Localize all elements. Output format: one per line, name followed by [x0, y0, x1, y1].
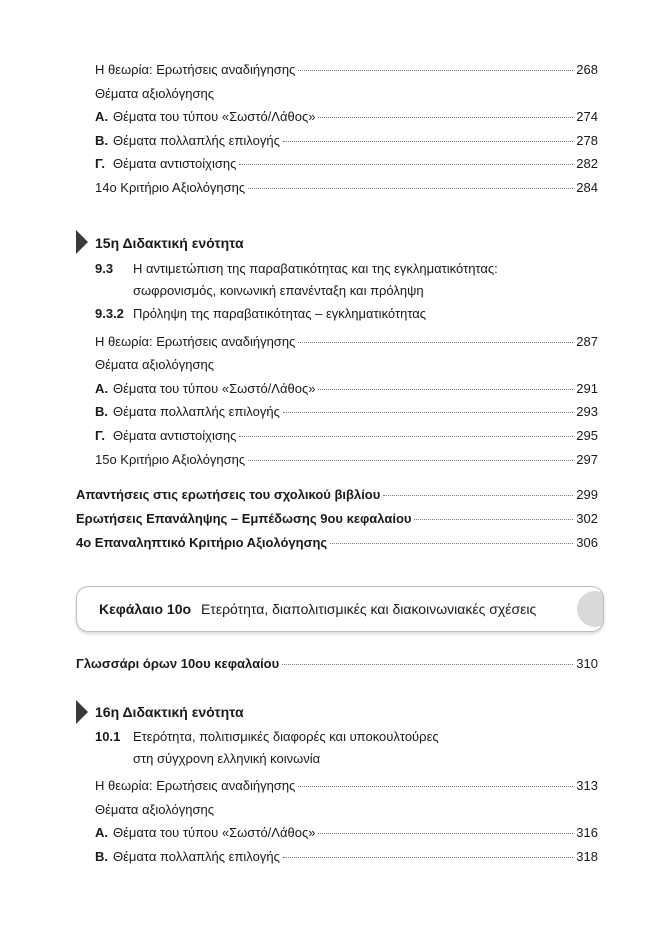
dot-leader: [318, 833, 573, 834]
toc-entry-page: 316: [576, 825, 598, 840]
section-title: [133, 726, 439, 770]
section-title-line: Ετερότητα, πολιτισμικές διαφορές και υποκουλτούρες: [133, 729, 439, 744]
toc-entry-label: 15ο Κριτήριο Αξιολόγησης: [95, 452, 246, 467]
toc-entry[interactable]: [95, 334, 598, 350]
toc-entry-page: 297: [576, 452, 598, 467]
toc-entry[interactable]: [95, 825, 598, 841]
toc-entry[interactable]: [95, 452, 598, 468]
dot-leader: [318, 389, 573, 390]
toc-entry-label: Απαντήσεις στις ερωτήσεις του σχολικού βιβλίου: [76, 487, 381, 502]
section-number: 9.3: [95, 261, 114, 276]
dot-leader: [298, 342, 573, 343]
toc-entry[interactable]: [76, 487, 598, 503]
toc-entry-label: Θέματα αντιστοίχισης: [113, 156, 237, 171]
toc-subheading: [95, 86, 598, 102]
toc-entry-label: Ερωτήσεις Επανάληψης – Εμπέδωσης 9ου κεφαλαίου: [76, 511, 412, 526]
toc-entry-page: 302: [576, 511, 598, 526]
toc-entry-prefix: Α.: [95, 381, 108, 396]
toc-entry-page: 284: [576, 180, 598, 195]
toc-entry-page: 313: [576, 778, 598, 793]
toc-entry[interactable]: [95, 404, 598, 420]
toc-entry-label: Η θεωρία: Ερωτήσεις αναδιήγησης: [95, 778, 296, 793]
chapter-banner[interactable]: [76, 586, 604, 632]
toc-entry[interactable]: [76, 535, 598, 551]
section-number: 10.1: [95, 729, 121, 744]
toc-entry-label: Η θεωρία: Ερωτήσεις αναδιήγησης: [95, 334, 296, 349]
toc-entry-page: 287: [576, 334, 598, 349]
toc-entry-label: Η θεωρία: Ερωτήσεις αναδιήγησης: [95, 62, 296, 77]
chapter-banner-text: [77, 601, 536, 617]
toc-entry-page: 295: [576, 428, 598, 443]
dot-leader: [239, 436, 573, 437]
toc-entry-page: 310: [576, 656, 598, 671]
toc-entry[interactable]: [95, 156, 598, 172]
toc-entry-label: Θέματα αντιστοίχισης: [113, 428, 237, 443]
toc-entry[interactable]: [95, 62, 598, 78]
toc-entry-label: Θέματα αξιολόγησης: [95, 802, 214, 817]
toc-entry-prefix: Γ.: [95, 428, 105, 443]
toc-subheading: [95, 357, 598, 373]
section-title: [133, 258, 498, 302]
dot-leader: [330, 543, 573, 544]
toc-entry-prefix: Β.: [95, 404, 108, 419]
toc-entry-page: 291: [576, 381, 598, 396]
section-title-line: Η αντιμετώπιση της παραβατικότητας και της εγκληματικότητας:: [133, 261, 498, 276]
chapter-label: Κεφάλαιο 10ο: [99, 601, 192, 617]
toc-entry-page: 318: [576, 849, 598, 864]
toc-entry-page: 306: [576, 535, 598, 550]
arrow-marker-icon: [76, 700, 88, 724]
toc-entry-page: 268: [576, 62, 598, 77]
unit-heading: 16η Διδακτική ενότητα: [95, 704, 244, 720]
dot-leader: [248, 460, 573, 461]
dot-leader: [318, 117, 573, 118]
toc-entry[interactable]: [95, 109, 598, 125]
section-entry[interactable]: [95, 258, 598, 302]
dot-leader: [298, 70, 573, 71]
toc-entry[interactable]: [95, 849, 598, 865]
toc-entry-label: Θέματα αξιολόγησης: [95, 357, 214, 372]
toc-entry-page: 274: [576, 109, 598, 124]
section-number: 9.3.2: [95, 306, 124, 321]
dot-leader: [283, 141, 573, 142]
toc-entry-prefix: Β.: [95, 133, 108, 148]
toc-entry[interactable]: [95, 428, 598, 444]
section-title: Πρόληψη της παραβατικότητας – εγκληματικότητας: [133, 306, 427, 321]
dot-leader: [283, 412, 573, 413]
toc-entry-page: 278: [576, 133, 598, 148]
section-entry[interactable]: [95, 303, 598, 325]
banner-tab-decoration: [577, 591, 604, 627]
section-title-line: σωφρονισμός, κοινωνική επανένταξη και πρόληψη: [133, 283, 424, 298]
toc-entry-prefix: Α.: [95, 109, 108, 124]
dot-leader: [239, 164, 573, 165]
dot-leader: [383, 495, 573, 496]
unit-heading: 15η Διδακτική ενότητα: [95, 235, 244, 251]
toc-entry-label: Θέματα αξιολόγησης: [95, 86, 214, 101]
toc-entry-page: 299: [576, 487, 598, 502]
toc-entry-label: Θέματα πολλαπλής επιλογής: [113, 133, 280, 148]
section-entry[interactable]: [95, 726, 598, 770]
toc-entry-label: Θέματα του τύπου «Σωστό/Λάθος»: [113, 381, 316, 396]
dot-leader: [282, 664, 573, 665]
toc-entry-label: Γλωσσάρι όρων 10ου κεφαλαίου: [76, 656, 280, 671]
toc-entry[interactable]: [76, 511, 598, 527]
toc-entry[interactable]: [95, 778, 598, 794]
toc-entry-prefix: Γ.: [95, 156, 105, 171]
dot-leader: [248, 188, 573, 189]
toc-entry[interactable]: [95, 381, 598, 397]
section-title-line: στη σύγχρονη ελληνική κοινωνία: [133, 751, 321, 766]
toc-entry-label: Θέματα πολλαπλής επιλογής: [113, 849, 280, 864]
toc-entry[interactable]: [95, 180, 598, 196]
toc-entry-prefix: Β.: [95, 849, 108, 864]
toc-entry-label: 4ο Επαναληπτικό Κριτήριο Αξιολόγησης: [76, 535, 328, 550]
dot-leader: [283, 857, 573, 858]
toc-entry-label: Θέματα του τύπου «Σωστό/Λάθος»: [113, 825, 316, 840]
dot-leader: [298, 786, 573, 787]
toc-entry-label: 14ο Κριτήριο Αξιολόγησης: [95, 180, 246, 195]
arrow-marker-icon: [76, 230, 88, 254]
toc-entry-label: Θέματα του τύπου «Σωστό/Λάθος»: [113, 109, 316, 124]
dot-leader: [414, 519, 573, 520]
toc-entry-page: 293: [576, 404, 598, 419]
toc-entry[interactable]: [76, 656, 598, 672]
toc-entry-prefix: Α.: [95, 825, 108, 840]
toc-entry-label: Θέματα πολλαπλής επιλογής: [113, 404, 280, 419]
toc-subheading: [95, 802, 598, 818]
chapter-title: Ετερότητα, διαπολιτισμικές και διακοινωνιακές σχέσεις: [200, 601, 537, 617]
toc-entry[interactable]: [95, 133, 598, 149]
toc-entry-page: 282: [576, 156, 598, 171]
